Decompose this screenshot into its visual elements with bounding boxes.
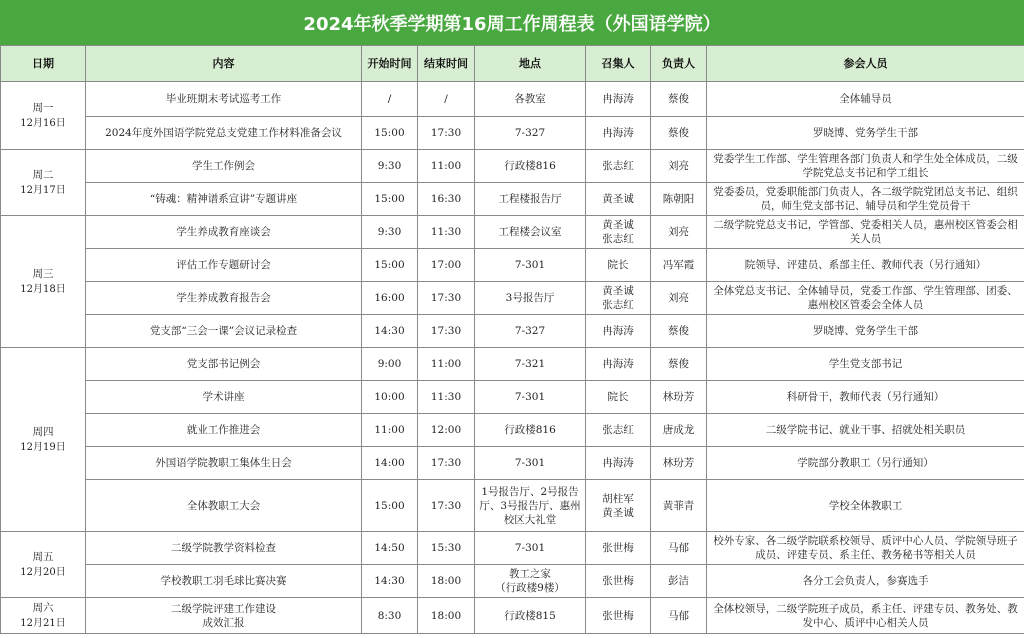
header-convener: 召集人: [586, 46, 651, 82]
attendees-cell: 学校全体教职工: [707, 480, 1024, 532]
content-cell: 学生养成教育座谈会: [86, 216, 362, 249]
table-row: [1, 315, 1024, 348]
owner-cell: 林玢芳: [651, 447, 707, 480]
owner-cell: 刘亮: [651, 216, 707, 249]
convener-cell: 院长: [586, 381, 651, 414]
date-cell: [1, 348, 86, 532]
location-cell: 教工之家 （行政楼9楼）: [475, 565, 586, 598]
owner-cell: 彭洁: [651, 565, 707, 598]
date-label: 12月16日: [20, 117, 66, 129]
owner-cell: 蔡俊: [651, 348, 707, 381]
table-row: [1, 249, 1024, 282]
start-time-cell: 9:30: [362, 216, 418, 249]
end-time-cell: 17:30: [418, 480, 475, 532]
convener-cell: 冉海涛: [586, 348, 651, 381]
convener-cell: 胡柱军 黄圣诚: [586, 480, 651, 532]
weekday-label: 周一: [32, 101, 54, 114]
table-row: [1, 183, 1024, 216]
end-time-cell: /: [418, 82, 475, 117]
weekday-label: 周四: [32, 425, 54, 438]
start-time-cell: 11:00: [362, 414, 418, 447]
convener-cell: 黄圣诚 张志红: [586, 282, 651, 315]
date-label: 12月19日: [20, 441, 66, 453]
end-time-cell: 11:00: [418, 348, 475, 381]
attendees-cell: 科研骨干，教师代表（另行通知）: [707, 381, 1024, 414]
start-time-cell: 10:00: [362, 381, 418, 414]
convener-cell: 院长: [586, 249, 651, 282]
attendees-cell: 罗晓博、党务学生干部: [707, 315, 1024, 348]
weekday-label: 周六: [32, 601, 54, 614]
convener-cell: 黄圣诚: [586, 183, 651, 216]
end-time-cell: 11:00: [418, 150, 475, 183]
owner-cell: 刘亮: [651, 282, 707, 315]
content-cell: 2024年度外国语学院党总支党建工作材料准备会议: [86, 117, 362, 150]
date-cell: [1, 532, 86, 598]
date-cell: [1, 82, 86, 150]
attendees-cell: 校外专家、各二级学院联系校领导、质评中心人员、学院领导班子成员、评建专员、系主任、教务秘书等相关人员: [707, 532, 1024, 565]
convener-cell: 冉海涛: [586, 315, 651, 348]
owner-cell: 黄菲青: [651, 480, 707, 532]
location-cell: 1号报告厅、2号报告厅、3号报告厅、惠州校区大礼堂: [475, 480, 586, 532]
content-cell: 学校教职工羽毛球比赛决赛: [86, 565, 362, 598]
content-cell: “铸魂：精神谱系宣讲”专题讲座: [86, 183, 362, 216]
attendees-cell: 党委委员，党委职能部门负责人，各二级学院党团总支书记、组织员，师生党支部书记、辅导员和学生党员骨干: [707, 183, 1024, 216]
table-row: [1, 282, 1024, 315]
table-row: [1, 565, 1024, 598]
table-row: [1, 598, 1024, 634]
date-cell: [1, 150, 86, 216]
convener-cell: 冉海涛: [586, 82, 651, 117]
header-owner: 负责人: [651, 46, 707, 82]
table-row: [1, 381, 1024, 414]
table-row: [1, 414, 1024, 447]
date-label: 12月21日: [20, 617, 66, 629]
header-location: 地点: [475, 46, 586, 82]
table-row: [1, 150, 1024, 183]
start-time-cell: 15:00: [362, 480, 418, 532]
convener-cell: 张世梅: [586, 532, 651, 565]
end-time-cell: 11:30: [418, 381, 475, 414]
location-cell: 7-301: [475, 381, 586, 414]
content-cell: 评估工作专题研讨会: [86, 249, 362, 282]
convener-cell: 冉海涛: [586, 117, 651, 150]
attendees-cell: 各分工会负责人，参赛选手: [707, 565, 1024, 598]
end-time-cell: 16:30: [418, 183, 475, 216]
convener-cell: 张志红: [586, 414, 651, 447]
location-cell: 7-327: [475, 117, 586, 150]
location-cell: 7-321: [475, 348, 586, 381]
attendees-cell: 全体党总支书记、全体辅导员，党委工作部、学生管理部、团委、惠州校区管委会全体人员: [707, 282, 1024, 315]
header-end: 结束时间: [418, 46, 475, 82]
content-cell: 二级学院教学资料检查: [86, 532, 362, 565]
start-time-cell: /: [362, 82, 418, 117]
start-time-cell: 15:00: [362, 117, 418, 150]
end-time-cell: 17:00: [418, 249, 475, 282]
convener-cell: 张志红: [586, 150, 651, 183]
page-title: 2024年秋季学期第16周工作周程表（外国语学院）: [0, 0, 1024, 45]
table-row: [1, 117, 1024, 150]
convener-cell: 冉海涛: [586, 447, 651, 480]
content-cell: 就业工作推进会: [86, 414, 362, 447]
table-row: [1, 216, 1024, 249]
owner-cell: 马郁: [651, 532, 707, 565]
content-cell: 学生工作例会: [86, 150, 362, 183]
end-time-cell: 18:00: [418, 598, 475, 634]
attendees-cell: 罗晓博、党务学生干部: [707, 117, 1024, 150]
end-time-cell: 15:30: [418, 532, 475, 565]
date-label: 12月18日: [20, 283, 66, 295]
start-time-cell: 15:00: [362, 183, 418, 216]
attendees-cell: 全体校领导，二级学院班子成员，系主任、评建专员、教务处、教发中心、质评中心相关人员: [707, 598, 1024, 634]
owner-cell: 林玢芳: [651, 381, 707, 414]
content-cell: 外国语学院教职工集体生日会: [86, 447, 362, 480]
schedule-table: [0, 45, 1024, 634]
attendees-cell: 二级学院书记、就业干事、招就处相关职员: [707, 414, 1024, 447]
content-cell: 学生养成教育报告会: [86, 282, 362, 315]
content-cell: 全体教职工大会: [86, 480, 362, 532]
header-date: 日期: [1, 46, 86, 82]
location-cell: 各教室: [475, 82, 586, 117]
start-time-cell: 15:00: [362, 249, 418, 282]
attendees-cell: 党委学生工作部、学生管理各部门负责人和学生处全体成员，二级学院党总支书记和学工组长: [707, 150, 1024, 183]
date-cell: [1, 598, 86, 634]
convener-cell: 张世梅: [586, 598, 651, 634]
convener-cell: 黄圣诚 张志红: [586, 216, 651, 249]
attendees-cell: 学院部分教职工（另行通知）: [707, 447, 1024, 480]
start-time-cell: 9:00: [362, 348, 418, 381]
location-cell: 3号报告厅: [475, 282, 586, 315]
location-cell: 7-301: [475, 532, 586, 565]
owner-cell: 蔡俊: [651, 82, 707, 117]
content-cell: 二级学院评建工作建设 成效汇报: [86, 598, 362, 634]
start-time-cell: 14:30: [362, 565, 418, 598]
content-cell: 党支部“三会一课”会议记录检查: [86, 315, 362, 348]
end-time-cell: 17:30: [418, 282, 475, 315]
attendees-cell: 学生党支部书记: [707, 348, 1024, 381]
owner-cell: 刘亮: [651, 150, 707, 183]
location-cell: 7-301: [475, 249, 586, 282]
attendees-cell: 院领导、评建员、系部主任、教师代表（另行通知）: [707, 249, 1024, 282]
header-row: [1, 46, 1024, 82]
end-time-cell: 18:00: [418, 565, 475, 598]
header-content: 内容: [86, 46, 362, 82]
table-row: [1, 447, 1024, 480]
weekday-label: 周三: [32, 267, 54, 280]
start-time-cell: 8:30: [362, 598, 418, 634]
table-row: [1, 480, 1024, 532]
attendees-cell: 全体辅导员: [707, 82, 1024, 117]
location-cell: 行政楼816: [475, 414, 586, 447]
date-cell: [1, 216, 86, 348]
start-time-cell: 9:30: [362, 150, 418, 183]
location-cell: 行政楼816: [475, 150, 586, 183]
end-time-cell: 17:30: [418, 315, 475, 348]
owner-cell: 马郁: [651, 598, 707, 634]
table-row: [1, 348, 1024, 381]
location-cell: 工程楼会议室: [475, 216, 586, 249]
weekday-label: 周五: [32, 550, 54, 563]
end-time-cell: 11:30: [418, 216, 475, 249]
content-cell: 毕业班期末考试巡考工作: [86, 82, 362, 117]
owner-cell: 陈朝阳: [651, 183, 707, 216]
header-start: 开始时间: [362, 46, 418, 82]
content-cell: 学术讲座: [86, 381, 362, 414]
weekday-label: 周二: [32, 168, 54, 181]
start-time-cell: 14:50: [362, 532, 418, 565]
owner-cell: 蔡俊: [651, 315, 707, 348]
location-cell: 7-327: [475, 315, 586, 348]
convener-cell: 张世梅: [586, 565, 651, 598]
header-attendees: 参会人员: [707, 46, 1024, 82]
table-row: [1, 82, 1024, 117]
location-cell: 行政楼815: [475, 598, 586, 634]
end-time-cell: 17:30: [418, 117, 475, 150]
owner-cell: 唐成龙: [651, 414, 707, 447]
date-label: 12月17日: [20, 184, 66, 196]
attendees-cell: 二级学院党总支书记，学管部、党委相关人员，惠州校区管委会相关人员: [707, 216, 1024, 249]
start-time-cell: 16:00: [362, 282, 418, 315]
location-cell: 工程楼报告厅: [475, 183, 586, 216]
start-time-cell: 14:00: [362, 447, 418, 480]
end-time-cell: 12:00: [418, 414, 475, 447]
content-cell: 党支部书记例会: [86, 348, 362, 381]
location-cell: 7-301: [475, 447, 586, 480]
table-row: [1, 532, 1024, 565]
start-time-cell: 14:30: [362, 315, 418, 348]
end-time-cell: 17:30: [418, 447, 475, 480]
owner-cell: 冯军霞: [651, 249, 707, 282]
schedule-body: [1, 82, 1024, 634]
owner-cell: 蔡俊: [651, 117, 707, 150]
date-label: 12月20日: [20, 566, 66, 578]
